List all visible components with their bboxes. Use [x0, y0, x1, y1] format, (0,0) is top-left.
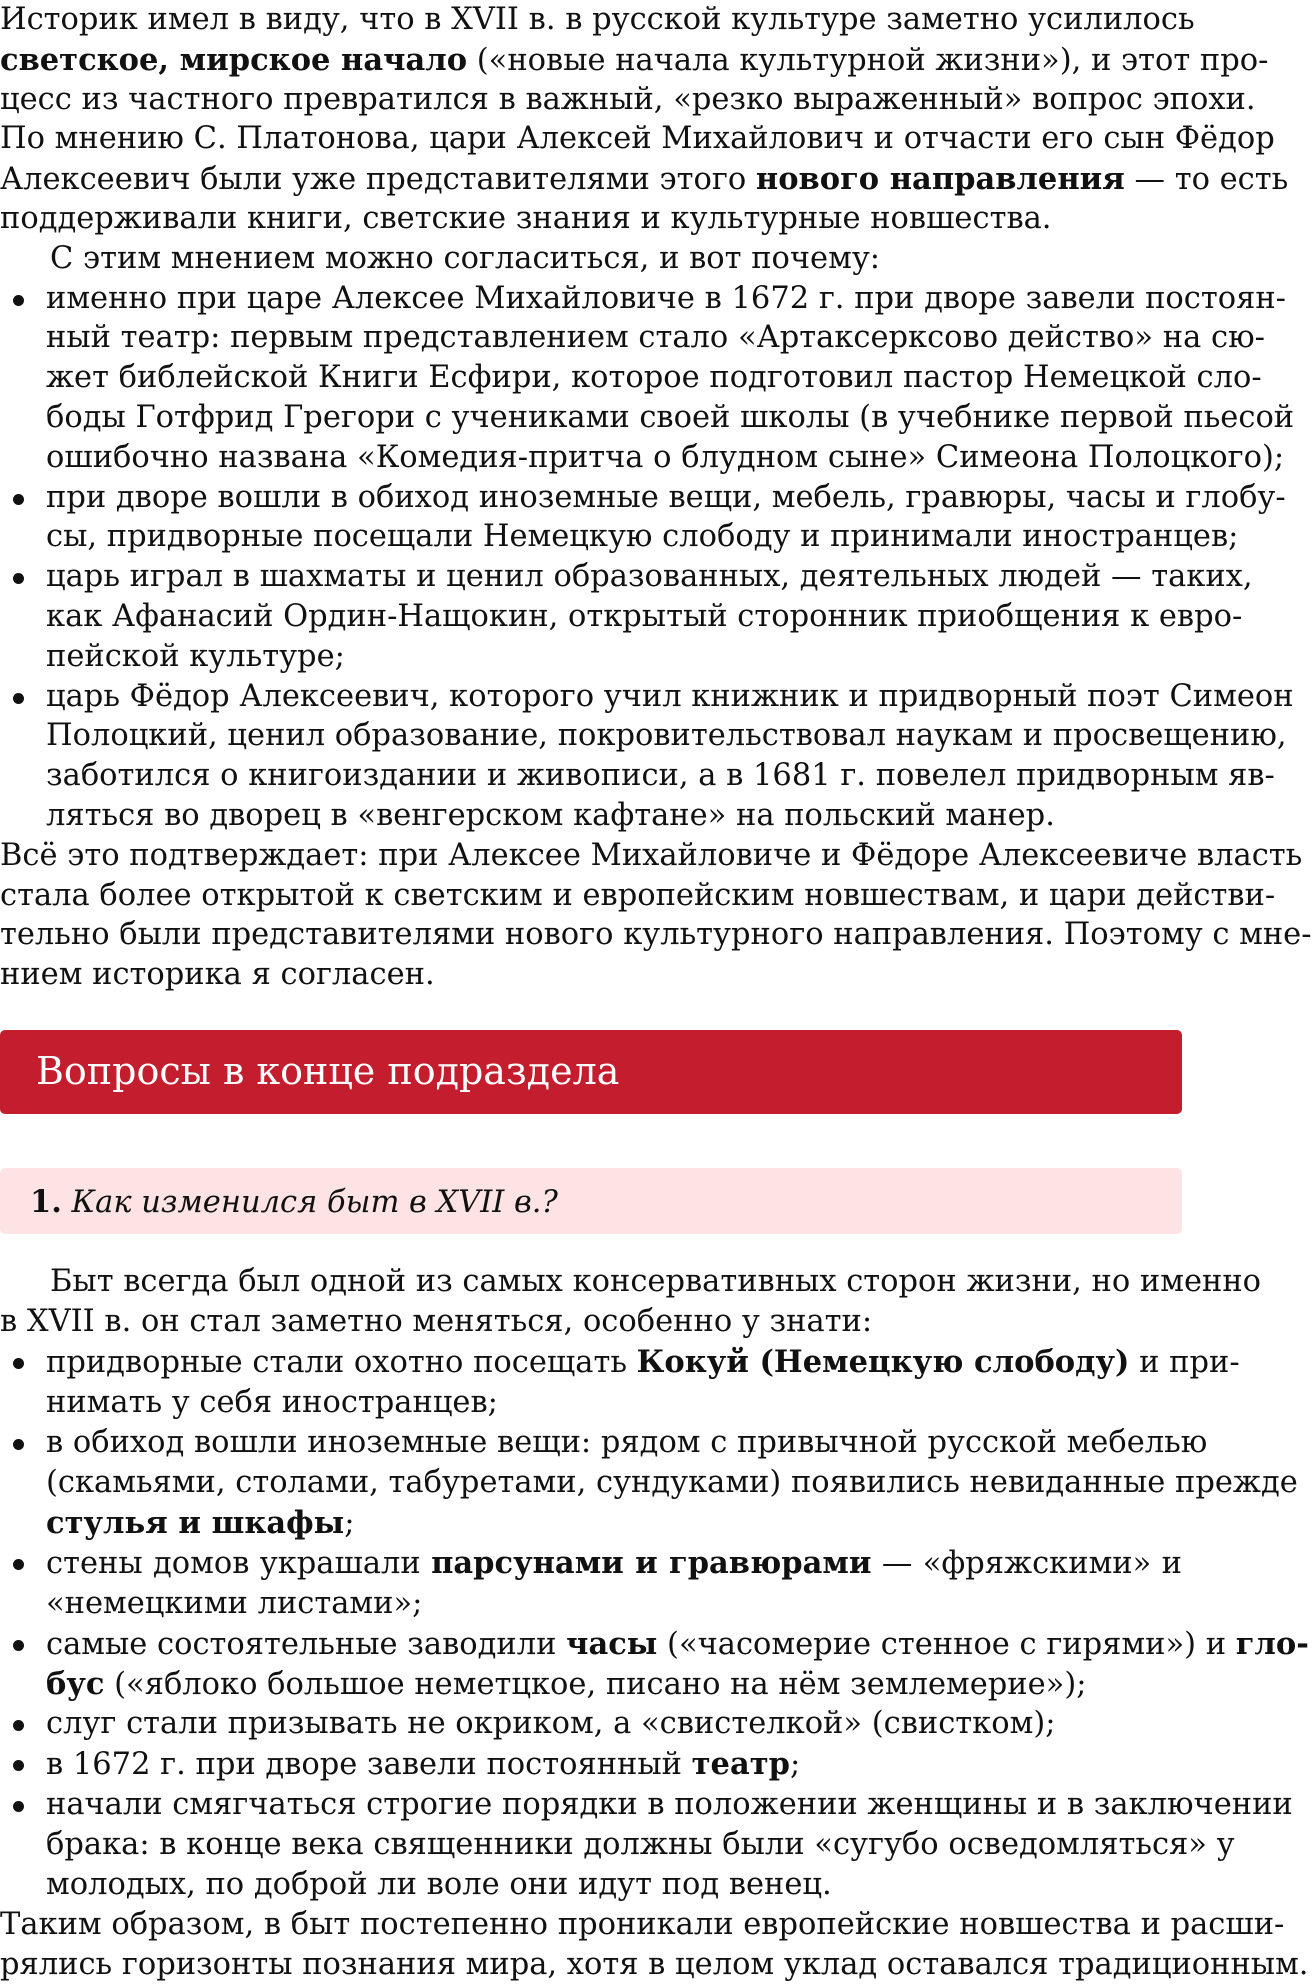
bold-term: светское, мирское начало	[0, 41, 468, 78]
text-run: придворные стали охотно посещать	[46, 1345, 637, 1381]
text-run: Быт всегда был одной из самых консервативных сторон жизни, но именно	[50, 1264, 1262, 1299]
text-run: жет библейской Книги Есфири, которое подготовил пастор Немецкой сло-	[46, 360, 1262, 396]
bullet-icon	[13, 295, 24, 306]
bold-term: гло-	[1235, 1625, 1309, 1662]
text-run: именно при царе Алексее Михайловиче в 1672 г. при дворе завели постоян-	[46, 280, 1286, 316]
text-run: при дворе вошли в обиход иноземные вещи, мебель, гравюры, часы и глобу-	[46, 479, 1286, 515]
text-run: стены домов украшали	[46, 1546, 432, 1582]
text-run: начали смягчаться строгие порядки в положении женщины и в заключении	[46, 1786, 1293, 1822]
text-run: Алексеевич были уже представителями этого	[0, 162, 756, 198]
bullet-line	[46, 279, 1286, 319]
text-run: ошибочно названа «Комедия-притча о блудном сыне» Симеона Полоцкого);	[46, 439, 1285, 475]
text-line	[0, 239, 1182, 279]
text-line	[46, 318, 1265, 358]
text-line	[46, 438, 1285, 478]
bold-term: Кокуй (Немецкую слободу)	[636, 1344, 1130, 1381]
text-run: в 1672 г. при дворе завели постоянный	[46, 1747, 692, 1783]
text-line	[0, 40, 1269, 81]
text-run: заботился о книгоиздании и живописи, а в 1681 г. повелел придворным яв-	[46, 758, 1275, 794]
text-run: стала более открытой к светским и европейским новшествам, и цари действи-	[0, 877, 1276, 913]
text-run: и при-	[1129, 1345, 1240, 1381]
text-line	[0, 119, 1275, 159]
bullet-icon	[13, 1801, 24, 1812]
text-run: как Афанасий Ордин-Нащокин, открытый сторонник приобщения к евро-	[46, 599, 1243, 634]
bullet-icon	[13, 1439, 24, 1450]
text-run: царь играл в шахматы и ценил образованных, деятельных людей — таких,	[46, 559, 1253, 595]
text-line	[46, 756, 1275, 796]
section-banner-title: Вопросы в конце подраздела	[36, 1049, 620, 1093]
text-run: тельно были представителями нового культурного направления. Поэтому с мне-	[0, 917, 1312, 953]
text-line	[0, 159, 1289, 200]
text-run: самые состоятельные заводили	[46, 1626, 567, 1662]
text-run: ;	[789, 1747, 801, 1783]
text-line	[46, 398, 1295, 438]
section-banner	[0, 1030, 1182, 1114]
text-run: нием историка я согласен.	[0, 957, 435, 993]
question-heading	[30, 1182, 558, 1223]
text-line	[46, 358, 1262, 398]
text-line	[0, 955, 1182, 995]
text-run: ный театр: первым представлением стало «Артаксерксово действо» на сю-	[46, 320, 1265, 356]
text-run: Полоцкий, ценил образование, покровительствовал наукам и просвещению,	[46, 718, 1287, 754]
text-run: По мнению С. Платонова, цари Алексей Михайлович и отчасти его сын Фёдор	[0, 121, 1275, 157]
text-run: — «фряжскими» и	[871, 1546, 1182, 1582]
text-line	[0, 0, 1195, 40]
bullet-icon	[13, 693, 24, 704]
bullet-icon	[13, 1720, 24, 1731]
bullet-icon	[13, 573, 24, 584]
bullet-line	[46, 478, 1286, 518]
text-line	[0, 80, 1256, 120]
question-box	[0, 1168, 1182, 1234]
text-run: («яблоко большое неметцкое, писано на нём землемерие»);	[104, 1667, 1087, 1702]
bold-term: нового направления	[755, 161, 1125, 198]
question-number: 1.	[30, 1184, 62, 1220]
text-run: ;	[344, 1506, 355, 1542]
text-run: рялись горизонты познания мира, хотя в целом уклад оставался традиционным.	[0, 1947, 1309, 1983]
text-line	[46, 716, 1287, 756]
bold-term: стулья и шкафы	[46, 1505, 345, 1542]
text-line	[46, 1865, 1182, 1905]
text-line	[46, 1383, 1182, 1423]
text-line	[46, 517, 1239, 557]
bullet-line	[46, 557, 1253, 597]
bold-term: театр	[691, 1746, 790, 1783]
text-line	[46, 597, 1243, 637]
text-line	[46, 1503, 1182, 1544]
text-run: молодых, по доброй ли воле они идут под венец.	[46, 1867, 832, 1902]
text-line	[0, 1262, 1262, 1302]
bullet-icon	[13, 1559, 24, 1570]
text-run: Историк имел в виду, что в XVII в. в русской культуре заметно усилилось	[0, 2, 1195, 37]
text-run: ляться во дворец в «венгерском кафтане» на польский манер.	[46, 798, 1055, 833]
text-line	[46, 1664, 1182, 1705]
text-line	[46, 1584, 1182, 1624]
text-run: С этим мнением можно согласиться, и вот почему:	[50, 240, 881, 276]
text-run: нимать у себя иностранцев;	[46, 1384, 498, 1420]
bullet-line	[46, 1342, 1240, 1383]
text-run: поддерживали книги, светские знания и культурные новшества.	[0, 201, 1052, 236]
text-run: Всё это подтверждает: при Алексее Михайловиче и Фёдоре Алексеевиче власть	[0, 837, 1303, 873]
bullet-line	[46, 1624, 1309, 1665]
text-run: брака: в конце века священники должны были «сугубо осведомляться» у	[46, 1826, 1235, 1862]
text-line	[46, 1463, 1298, 1503]
bullet-line	[46, 1785, 1293, 1825]
text-run: слуг стали призывать не окриком, а «свистелкой» (свистком);	[46, 1706, 1056, 1742]
bold-term: часы	[566, 1625, 658, 1662]
text-run: (скамьями, столами, табуретами, сундуками) появились невиданные прежде	[46, 1465, 1298, 1500]
text-run: пейской культуре;	[46, 638, 345, 674]
text-run: («часомерие стенное с гирями») и	[657, 1626, 1236, 1662]
bullet-line	[46, 1704, 1182, 1744]
bullet-icon	[13, 1358, 24, 1369]
bullet-line	[46, 1423, 1208, 1463]
bullet-icon	[13, 1640, 24, 1651]
text-line	[0, 1905, 1285, 1945]
text-run: боды Готфрид Грегори с учениками своей школы (в учебнике первой пьесой	[46, 400, 1295, 435]
text-line	[0, 915, 1312, 955]
bullet-line	[46, 677, 1294, 717]
text-run: цесс из частного превратился в важный, «резко выраженный» вопрос эпохи.	[0, 81, 1256, 117]
text-line	[46, 796, 1182, 836]
text-run: царь Фёдор Алексеевич, которого учил книжник и придворный поэт Симеон	[46, 678, 1294, 714]
text-line	[0, 199, 1182, 239]
bullet-line	[46, 1543, 1182, 1584]
question-title: Как изменился быт в XVII в.?	[71, 1185, 558, 1220]
text-line	[0, 836, 1303, 876]
text-run: Таким образом, в быт постепенно проникали европейские новшества и расши-	[0, 1907, 1285, 1943]
text-run: («новые начала культурной жизни»), и этот про-	[467, 42, 1269, 78]
text-run: сы, придворные посещали Немецкую слободу и принимали иностранцев;	[46, 519, 1239, 555]
bullet-icon	[13, 494, 24, 505]
bold-term: парсунами и гравюрами	[431, 1545, 872, 1582]
bold-term: бус	[46, 1666, 105, 1702]
text-line	[0, 1302, 1182, 1342]
text-run: «немецкими листами»;	[46, 1585, 423, 1621]
text-run: в XVII в. он стал заметно меняться, особенно у знати:	[0, 1304, 873, 1340]
bullet-line	[46, 1744, 1182, 1785]
text-run: в обиход вошли иноземные вещи: рядом с привычной русской мебелью	[46, 1424, 1208, 1460]
text-run: — то есть	[1124, 162, 1289, 198]
text-line	[46, 637, 1182, 677]
text-line	[0, 1945, 1309, 1985]
bullet-icon	[13, 1760, 24, 1771]
text-line	[46, 1825, 1235, 1865]
text-line	[0, 876, 1276, 916]
